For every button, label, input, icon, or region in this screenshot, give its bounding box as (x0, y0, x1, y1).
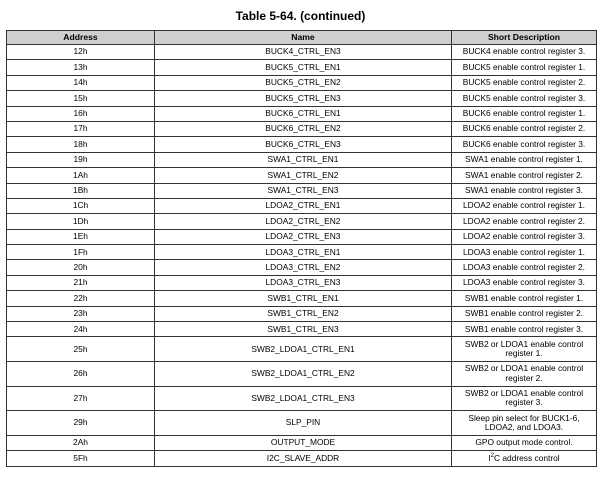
description-cell: BUCK5 enable control register 3. (452, 91, 597, 106)
table-row (7, 168, 597, 183)
description-cell: BUCK4 enable control register 3. (452, 45, 597, 60)
description-cell: SWB2 or LDOA1 enable control register 1. (452, 337, 597, 362)
table-row (7, 306, 597, 321)
address-header: Address (7, 31, 155, 45)
address-cell: 17h (7, 121, 155, 136)
table-row (7, 198, 597, 213)
description-suffix: C address control (494, 452, 560, 463)
register-table (6, 30, 597, 467)
description-cell: SWA1 enable control register 1. (452, 152, 597, 167)
description-cell: LDOA2 enable control register 2. (452, 214, 597, 229)
address-cell: 19h (7, 152, 155, 167)
name-cell: SWA1_CTRL_EN1 (155, 152, 452, 167)
name-cell: BUCK6_CTRL_EN1 (155, 106, 452, 121)
address-cell: 20h (7, 260, 155, 275)
name-header: Name (155, 31, 452, 45)
table-row (7, 411, 597, 436)
name-cell: OUTPUT_MODE (155, 435, 452, 450)
address-cell: 22h (7, 291, 155, 306)
address-cell: 1Eh (7, 229, 155, 244)
address-cell: 2Ah (7, 435, 155, 450)
address-cell: 1Dh (7, 214, 155, 229)
table-row (7, 106, 597, 121)
description-cell: BUCK5 enable control register 2. (452, 75, 597, 90)
table-row (7, 337, 597, 362)
table-row (7, 60, 597, 75)
address-cell: 21h (7, 275, 155, 290)
name-cell: BUCK5_CTRL_EN3 (155, 91, 452, 106)
table-row (7, 451, 597, 466)
description-cell: SWB1 enable control register 2. (452, 306, 597, 321)
description-cell: SWB2 or LDOA1 enable control register 3. (452, 386, 597, 411)
table-row (7, 183, 597, 198)
name-cell: SWA1_CTRL_EN3 (155, 183, 452, 198)
description-cell: SWB1 enable control register 1. (452, 291, 597, 306)
name-cell: SWB2_LDOA1_CTRL_EN1 (155, 337, 452, 362)
table-row (7, 45, 597, 60)
address-cell: 1Bh (7, 183, 155, 198)
address-cell: 16h (7, 106, 155, 121)
name-cell: LDOA2_CTRL_EN1 (155, 198, 452, 213)
name-cell: LDOA2_CTRL_EN3 (155, 229, 452, 244)
table-row (7, 291, 597, 306)
description-cell: LDOA2 enable control register 1. (452, 198, 597, 213)
table-row (7, 137, 597, 152)
description-header: Short Description (452, 31, 597, 45)
name-cell: BUCK5_CTRL_EN2 (155, 75, 452, 90)
name-cell: I2C_SLAVE_ADDR (155, 451, 452, 466)
address-cell: 24h (7, 322, 155, 337)
description-cell: SWA1 enable control register 3. (452, 183, 597, 198)
name-cell: BUCK5_CTRL_EN1 (155, 60, 452, 75)
table-header-row (7, 31, 597, 45)
table-row (7, 75, 597, 90)
name-cell: SWB1_CTRL_EN2 (155, 306, 452, 321)
table-row (7, 435, 597, 450)
description-cell: SWB2 or LDOA1 enable control register 2. (452, 362, 597, 387)
name-cell: LDOA2_CTRL_EN2 (155, 214, 452, 229)
address-cell: 27h (7, 386, 155, 411)
description-cell: LDOA3 enable control register 3. (452, 275, 597, 290)
table-title: Table 5-64. (continued) (235, 9, 366, 23)
table-row (7, 260, 597, 275)
description-cell: Sleep pin select for BUCK1-6, LDOA2, and LDOA3. (452, 411, 597, 436)
name-cell: SWA1_CTRL_EN2 (155, 168, 452, 183)
address-cell: 12h (7, 45, 155, 60)
address-cell: 1Fh (7, 245, 155, 260)
name-cell: LDOA3_CTRL_EN3 (155, 275, 452, 290)
address-cell: 13h (7, 60, 155, 75)
description-cell: BUCK6 enable control register 2. (452, 121, 597, 136)
name-cell: SWB1_CTRL_EN1 (155, 291, 452, 306)
table-row (7, 121, 597, 136)
table-row (7, 152, 597, 167)
name-cell: BUCK6_CTRL_EN2 (155, 121, 452, 136)
description-cell: BUCK5 enable control register 1. (452, 60, 597, 75)
table-row (7, 229, 597, 244)
description-superscript: 2 (490, 452, 495, 459)
address-cell: 1Ah (7, 168, 155, 183)
table-row (7, 322, 597, 337)
name-cell: SWB2_LDOA1_CTRL_EN3 (155, 386, 452, 411)
description-cell: BUCK6 enable control register 3. (452, 137, 597, 152)
description-cell: SWA1 enable control register 2. (452, 168, 597, 183)
name-cell: BUCK6_CTRL_EN3 (155, 137, 452, 152)
address-cell: 1Ch (7, 198, 155, 213)
name-cell: SWB2_LDOA1_CTRL_EN2 (155, 362, 452, 387)
description-cell: LDOA3 enable control register 1. (452, 245, 597, 260)
description-prefix: I (488, 452, 491, 463)
name-cell: SLP_PIN (155, 411, 452, 436)
address-cell: 15h (7, 91, 155, 106)
table-row (7, 245, 597, 260)
address-cell: 23h (7, 306, 155, 321)
table-row (7, 91, 597, 106)
address-cell: 29h (7, 411, 155, 436)
description-cell: SWB1 enable control register 3. (452, 322, 597, 337)
description-cell: GPO output mode control. (452, 435, 597, 450)
name-cell: LDOA3_CTRL_EN1 (155, 245, 452, 260)
address-cell: 14h (7, 75, 155, 90)
table-row (7, 214, 597, 229)
name-cell: SWB1_CTRL_EN3 (155, 322, 452, 337)
description-cell: LDOA3 enable control register 2. (452, 260, 597, 275)
address-cell: 25h (7, 337, 155, 362)
table-row (7, 362, 597, 387)
description-cell (452, 451, 597, 466)
address-cell: 18h (7, 137, 155, 152)
description-cell: BUCK6 enable control register 1. (452, 106, 597, 121)
address-cell: 5Fh (7, 451, 155, 466)
address-cell: 26h (7, 362, 155, 387)
table-row (7, 275, 597, 290)
name-cell: BUCK4_CTRL_EN3 (155, 45, 452, 60)
table-row (7, 386, 597, 411)
description-cell: LDOA2 enable control register 3. (452, 229, 597, 244)
name-cell: LDOA3_CTRL_EN2 (155, 260, 452, 275)
